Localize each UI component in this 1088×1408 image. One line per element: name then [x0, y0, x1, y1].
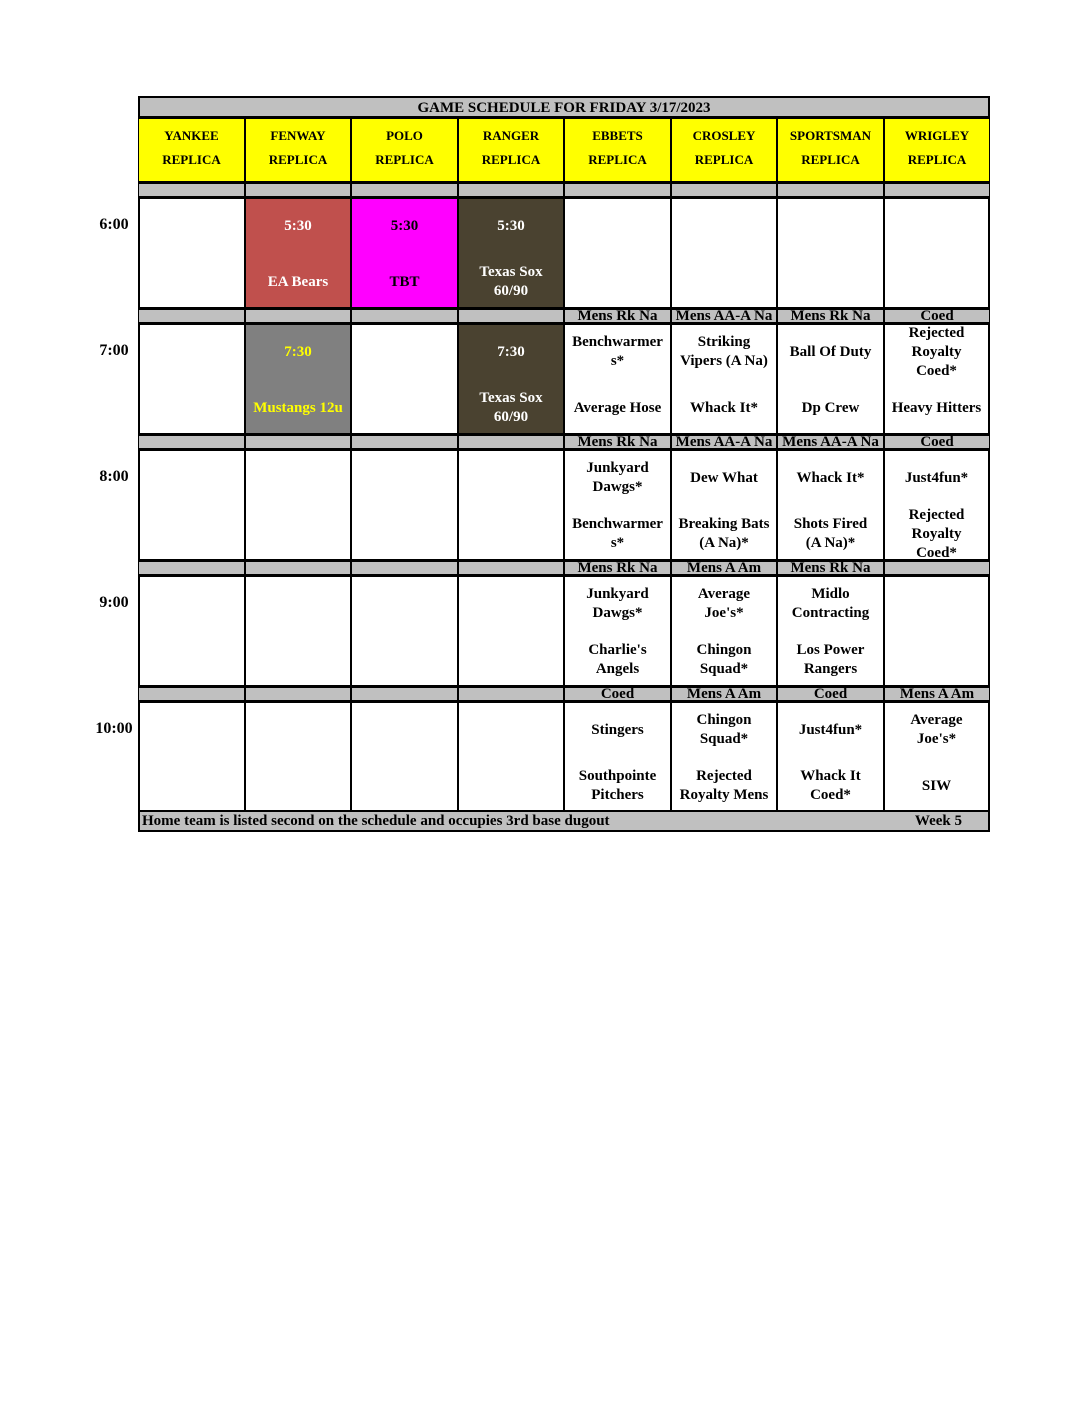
matchup-bottom: Shots Fired (A Na)*	[793, 516, 868, 551]
matchup-bottom: Rejected Royalty Mens	[679, 768, 769, 803]
schedule-title: GAME SCHEDULE FOR FRIDAY 3/17/2023	[138, 96, 990, 118]
division-label	[777, 434, 884, 450]
game-cell	[564, 324, 671, 434]
division-text: Coed	[920, 434, 954, 450]
matchup-top: Striking Vipers (A Na)	[680, 334, 768, 369]
division-label	[351, 308, 458, 324]
matchup-bottom: Rejected Royalty Coed*	[908, 506, 965, 560]
division-label	[138, 308, 245, 324]
field-type: REPLICA	[694, 151, 754, 167]
division-label	[564, 182, 671, 198]
game-cell	[458, 576, 564, 686]
division-label	[245, 686, 351, 702]
field-header-polo	[351, 118, 458, 182]
game-cell	[884, 576, 990, 686]
matchup-bottom: TBT	[389, 273, 420, 290]
matchup-top: 7:30	[497, 343, 525, 360]
division-label	[245, 182, 351, 198]
matchup-bottom: Texas Sox 60/90	[479, 264, 543, 299]
matchup-bottom: Los Power Rangers	[796, 642, 865, 677]
game-cell	[884, 324, 990, 434]
game-cell	[671, 702, 777, 812]
week-label: Week 5	[914, 813, 962, 829]
field-header-yankee	[138, 118, 245, 182]
game-cell	[884, 198, 990, 308]
division-label	[458, 560, 564, 576]
game-cell	[245, 576, 351, 686]
division-label	[245, 560, 351, 576]
division-label	[671, 560, 777, 576]
game-cell	[777, 576, 884, 686]
field-name: FENWAY	[270, 127, 326, 143]
field-type: REPLICA	[801, 151, 860, 167]
division-label	[351, 560, 458, 576]
matchup-bottom: Charlie's Angels	[588, 642, 647, 677]
division-text: Mens Rk Na	[577, 434, 658, 450]
matchup-top: Midlo Contracting	[791, 586, 870, 621]
division-label	[884, 434, 990, 450]
division-label	[351, 182, 458, 198]
time-label: 10:00	[95, 720, 133, 737]
game-cell	[351, 702, 458, 812]
footer-bar	[138, 810, 990, 832]
field-name: CROSLEY	[692, 127, 756, 143]
matchup-bottom: Benchwarmer s*	[572, 516, 663, 551]
matchup-top: Average Joe's*	[910, 712, 963, 747]
game-cell	[458, 702, 564, 812]
division-label	[671, 434, 777, 450]
division-label	[777, 560, 884, 576]
matchup-bottom: Chingon Squad*	[696, 642, 752, 677]
game-cell	[138, 198, 245, 308]
division-label	[458, 182, 564, 198]
game-cell	[245, 450, 351, 560]
game-cell	[777, 198, 884, 308]
matchup-top: Whack It*	[796, 469, 865, 486]
division-label	[884, 686, 990, 702]
division-text: Mens Rk Na	[577, 308, 658, 324]
field-type: REPLICA	[907, 151, 967, 167]
field-type: REPLICA	[268, 151, 328, 167]
matchup-bottom: Texas Sox 60/90	[479, 390, 543, 425]
game-cell	[564, 702, 671, 812]
matchup-top: 5:30	[497, 217, 525, 234]
matchup-bottom: Whack It*	[690, 399, 758, 416]
matchup-bottom: Heavy Hitters	[891, 399, 982, 416]
game-cell	[138, 450, 245, 560]
matchup-top: Just4fun*	[904, 469, 969, 486]
division-label	[351, 434, 458, 450]
field-header-crosley	[671, 118, 777, 182]
game-cell	[671, 198, 777, 308]
game-cell	[245, 702, 351, 812]
matchup-bottom: Whack It Coed*	[800, 768, 861, 803]
game-cell	[351, 450, 458, 560]
division-label	[138, 182, 245, 198]
division-label	[777, 182, 884, 198]
home-team-note: Home team is listed second on the schedule and occupies 3rd base dugout	[142, 813, 610, 829]
time-label: 7:00	[99, 342, 129, 359]
field-name: SPORTSMAN	[789, 127, 872, 143]
division-label	[884, 560, 990, 576]
field-header-fenway	[245, 118, 351, 182]
matchup-top: Dew What	[690, 469, 758, 486]
field-type: REPLICA	[162, 151, 221, 167]
division-label	[564, 560, 671, 576]
game-cell	[351, 576, 458, 686]
matchup-top: 7:30	[284, 343, 312, 360]
division-label	[671, 182, 777, 198]
division-label	[564, 308, 671, 324]
matchup-top: Chingon Squad*	[696, 712, 752, 747]
field-name: POLO	[386, 127, 423, 143]
time-label: 9:00	[99, 594, 129, 611]
game-cell	[245, 324, 351, 434]
matchup-top: 5:30	[284, 217, 312, 234]
game-cell	[884, 702, 990, 812]
game-cell	[458, 324, 564, 434]
division-label	[245, 434, 351, 450]
field-name: WRIGLEY	[904, 127, 970, 143]
division-text: Mens AA-A Na	[675, 434, 773, 450]
division-label	[671, 686, 777, 702]
matchup-bottom: Breaking Bats (A Na)*	[678, 516, 770, 551]
division-text: Mens A Am	[899, 686, 975, 702]
field-type: REPLICA	[481, 151, 541, 167]
division-text: Mens Rk Na	[790, 560, 871, 576]
field-name: RANGER	[482, 127, 540, 143]
game-cell	[884, 450, 990, 560]
field-header-sportsman	[777, 118, 884, 182]
matchup-top: Benchwarmer s*	[572, 334, 663, 369]
division-text: Mens A Am	[686, 686, 762, 702]
division-text: Mens A Am	[686, 560, 762, 576]
matchup-bottom: Dp Crew	[801, 399, 860, 416]
game-cell	[564, 198, 671, 308]
game-cell	[777, 702, 884, 812]
matchup-bottom: Mustangs 12u	[253, 399, 343, 416]
matchup-top: Stingers	[591, 721, 644, 738]
matchup-top: Junkyard Dawgs*	[586, 460, 649, 495]
matchup-top: Junkyard Dawgs*	[586, 586, 649, 621]
division-label	[564, 434, 671, 450]
game-cell	[458, 450, 564, 560]
division-text: Coed	[920, 308, 954, 324]
division-label	[884, 308, 990, 324]
division-label	[884, 182, 990, 198]
division-label	[138, 686, 245, 702]
division-label	[777, 686, 884, 702]
matchup-bottom: Average Hose	[573, 399, 662, 416]
division-text: Coed	[600, 686, 635, 702]
division-text: Mens AA-A Na	[675, 308, 773, 324]
matchup-top: Ball Of Duty	[789, 343, 872, 360]
division-label	[671, 308, 777, 324]
game-cell	[671, 576, 777, 686]
field-header-wrigley	[884, 118, 990, 182]
time-label: 6:00	[99, 216, 129, 233]
game-cell	[138, 576, 245, 686]
division-label	[138, 560, 245, 576]
matchup-bottom: SIW	[921, 777, 952, 794]
division-label	[458, 434, 564, 450]
game-cell	[351, 324, 458, 434]
game-cell	[671, 324, 777, 434]
matchup-top: Rejected Royalty Coed*	[908, 324, 965, 379]
field-header-ranger	[458, 118, 564, 182]
division-label	[245, 308, 351, 324]
field-name: EBBETS	[592, 127, 643, 143]
division-label	[458, 686, 564, 702]
field-header-ebbets	[564, 118, 671, 182]
field-type: REPLICA	[375, 151, 434, 167]
division-label	[351, 686, 458, 702]
matchup-top: Average Joe's*	[697, 586, 751, 621]
game-cell	[138, 702, 245, 812]
division-label	[777, 308, 884, 324]
division-label	[564, 686, 671, 702]
game-cell	[564, 576, 671, 686]
game-cell	[351, 198, 458, 308]
matchup-bottom: EA Bears	[267, 273, 329, 290]
matchup-top: Just4fun*	[798, 721, 863, 738]
game-cell	[245, 198, 351, 308]
matchup-bottom: Southpointe Pitchers	[578, 768, 657, 803]
game-cell	[138, 324, 245, 434]
game-cell	[777, 450, 884, 560]
game-cell	[777, 324, 884, 434]
division-label	[138, 434, 245, 450]
division-label	[458, 308, 564, 324]
division-text: Coed	[813, 686, 848, 702]
division-text: Mens AA-A Na	[782, 434, 879, 450]
matchup-top: 5:30	[390, 217, 419, 234]
field-name: YANKEE	[164, 127, 219, 143]
division-text: Mens Rk Na	[790, 308, 871, 324]
time-label: 8:00	[99, 468, 129, 485]
field-type: REPLICA	[588, 151, 647, 167]
game-cell	[564, 450, 671, 560]
game-cell	[671, 450, 777, 560]
division-text: Mens Rk Na	[577, 560, 658, 576]
game-cell	[458, 198, 564, 308]
